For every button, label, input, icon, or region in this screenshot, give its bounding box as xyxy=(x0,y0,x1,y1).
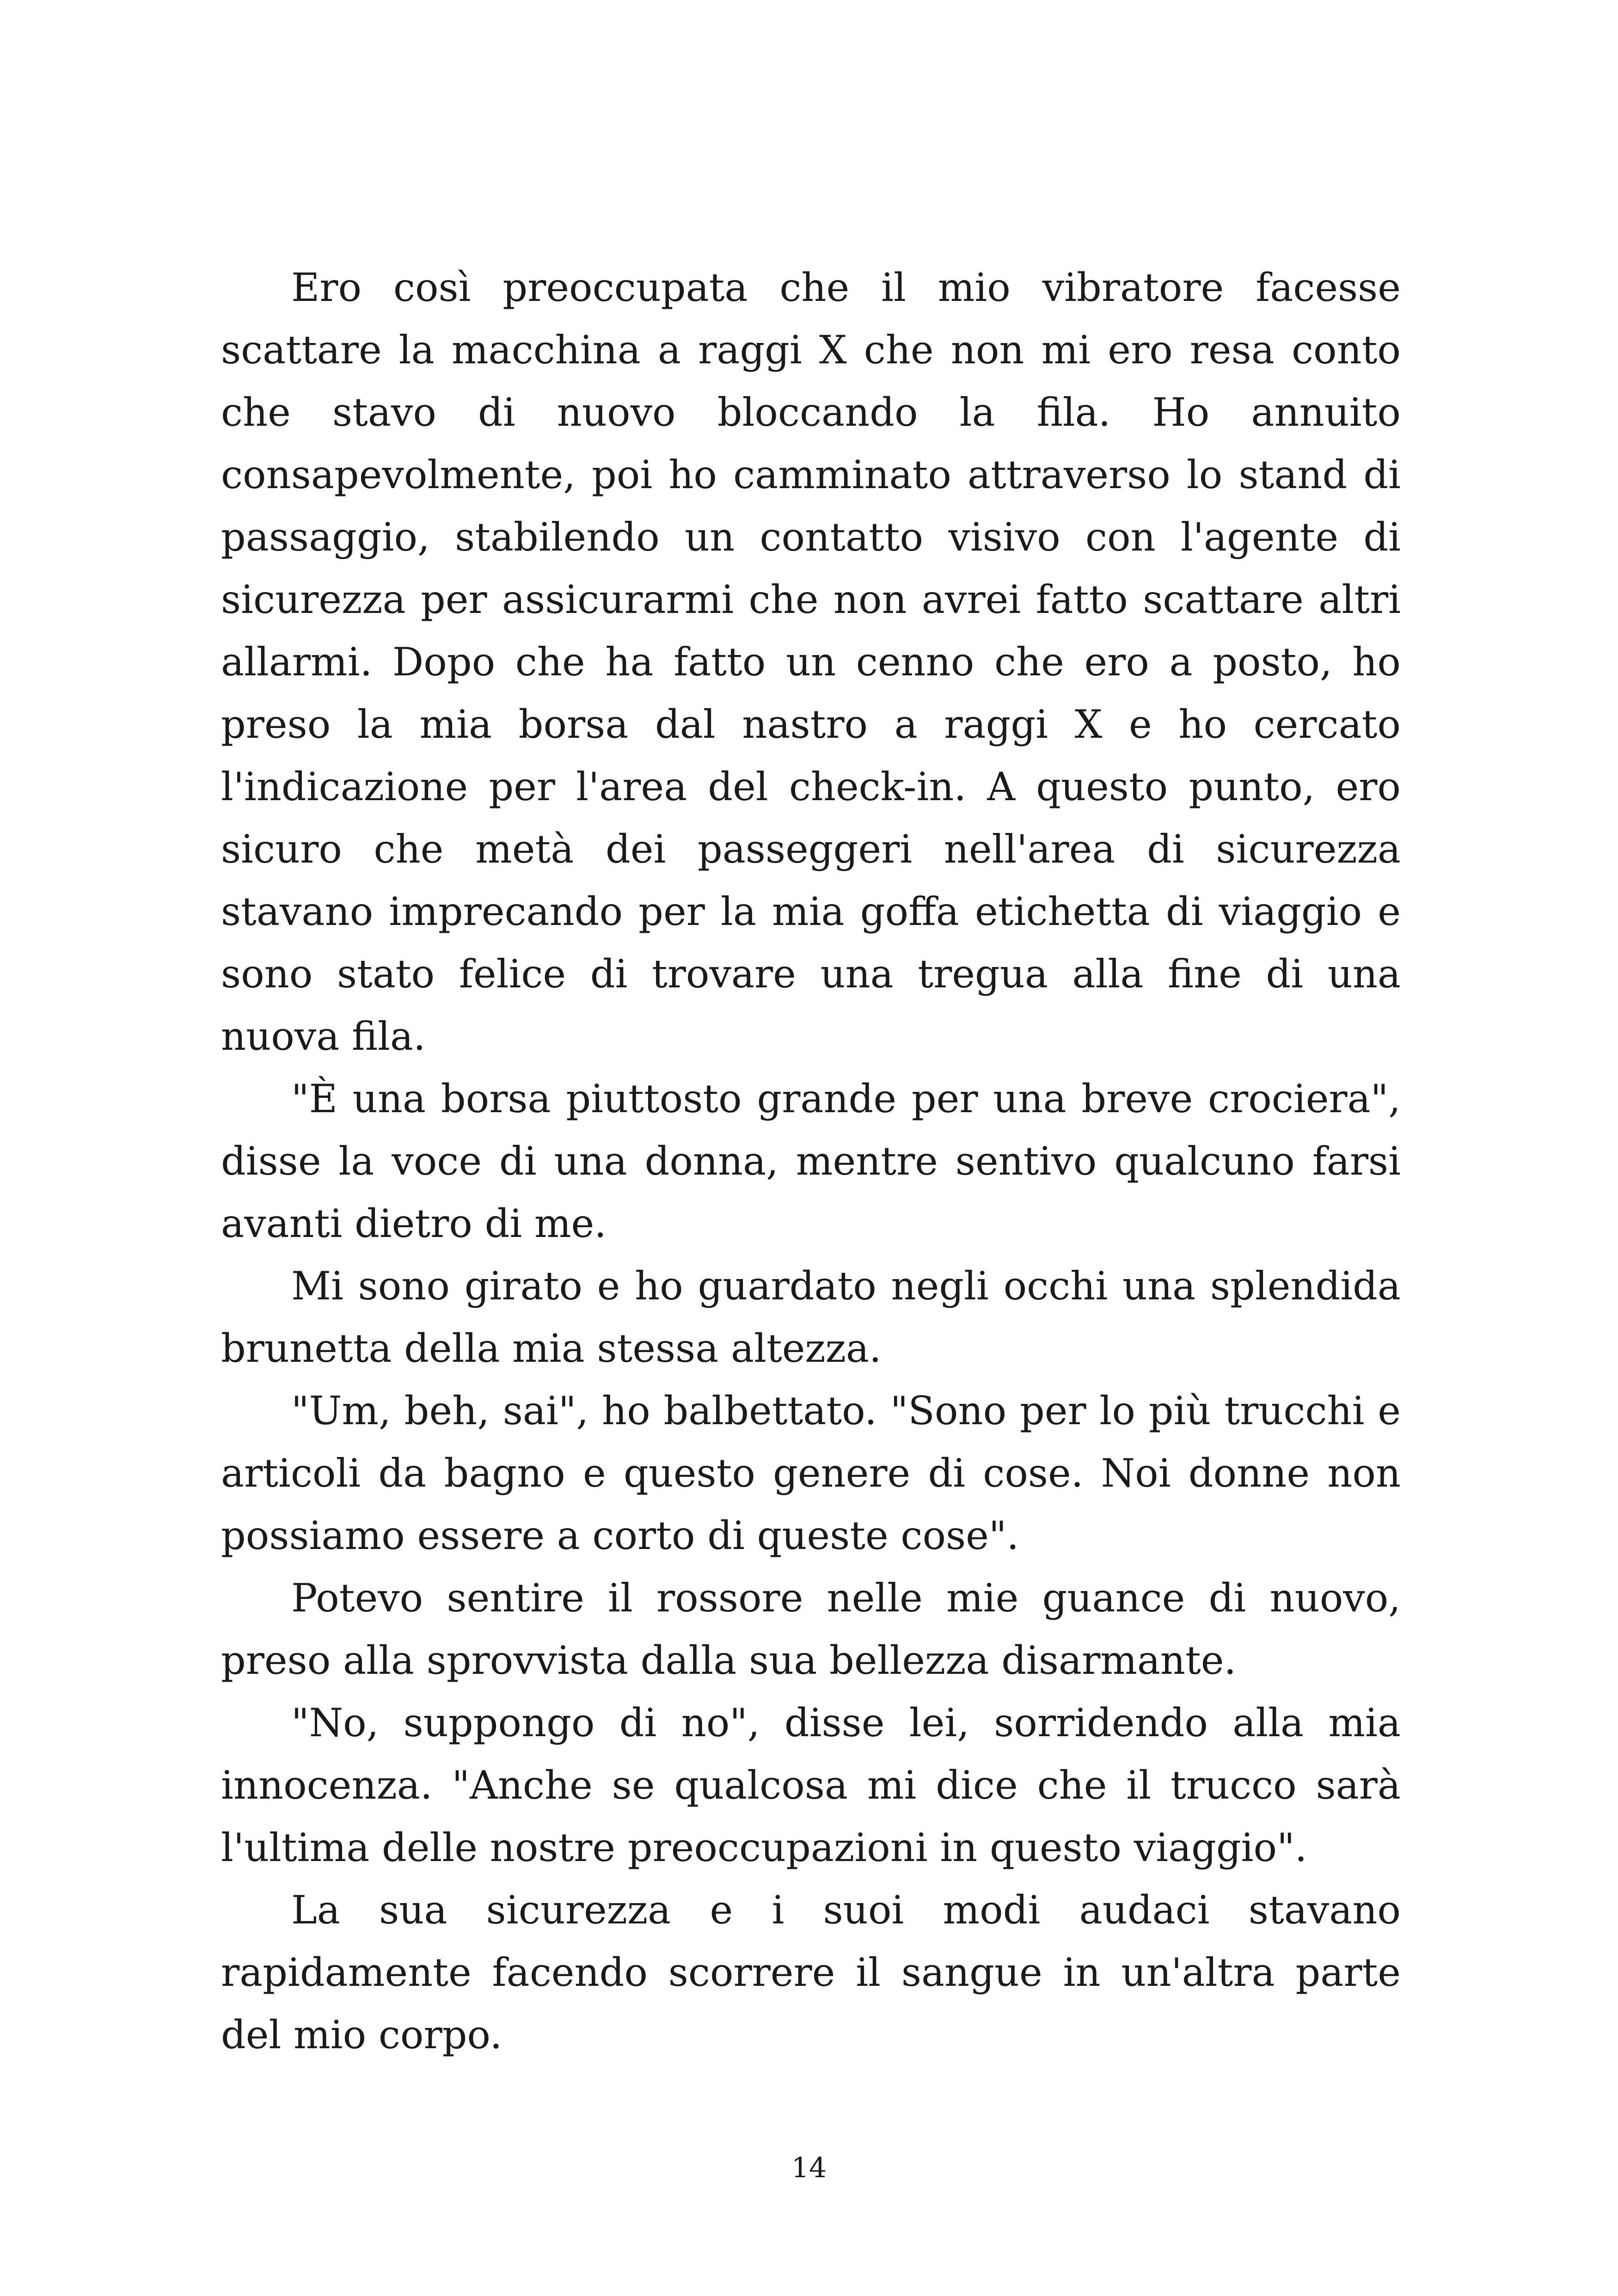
page-number: 14 xyxy=(791,2152,827,2184)
paragraph-4: "Um, beh, sai", ho balbettato. "Sono per lo più trucchi e articoli da bagno e questo genere di cose. Noi donne non possiamo essere a corto di queste cose". xyxy=(221,1388,1401,1558)
paragraph-3: Mi sono girato e ho guardato negli occhi una splendida brunetta della mia stessa altezza. xyxy=(221,1263,1401,1371)
paragraph-6: "No, suppongo di no", disse lei, sorridendo alla mia innocenza. "Anche se qualcosa mi dice che il trucco sarà l'ultima delle nostre preoccupazioni in questo viaggio". xyxy=(221,1700,1401,1870)
paragraph-7: La sua sicurezza e i suoi modi audaci stavano rapidamente facendo scorrere il sangue in un'altra parte del mio corpo. xyxy=(221,1887,1401,2057)
body-text xyxy=(221,257,1401,2066)
paragraph-5: Potevo sentire il rossore nelle mie guance di nuovo, preso alla sprovvista dalla sua bellezza disarmante. xyxy=(221,1575,1401,1683)
paragraph-1: Ero così preoccupata che il mio vibratore facesse scattare la macchina a raggi X che non mi ero resa conto che stavo di nuovo bloccando la fila. Ho annuito consapevolmente, poi ho camminato attraverso lo stand di passaggio, stabilendo un contatto visivo con l'agente di sicurezza per assicurarmi che non avrei fatto scattare altri allarmi. Dopo che ha fatto un cenno che ero a posto, ho preso la mia borsa dal nastro a raggi X e ho cercato l'indicazione per l'area del check-in. A questo punto, ero sicuro che metà dei passeggeri nell'area di sicurezza stavano imprecando per la mia goffa etichetta di viaggio e sono stato felice di trovare una tregua alla fine di una nuova fila. xyxy=(221,265,1401,1059)
paragraph-2: "È una borsa piuttosto grande per una breve crociera", disse la voce di una donna, mentre sentivo qualcuno farsi avanti dietro di me. xyxy=(221,1076,1401,1246)
